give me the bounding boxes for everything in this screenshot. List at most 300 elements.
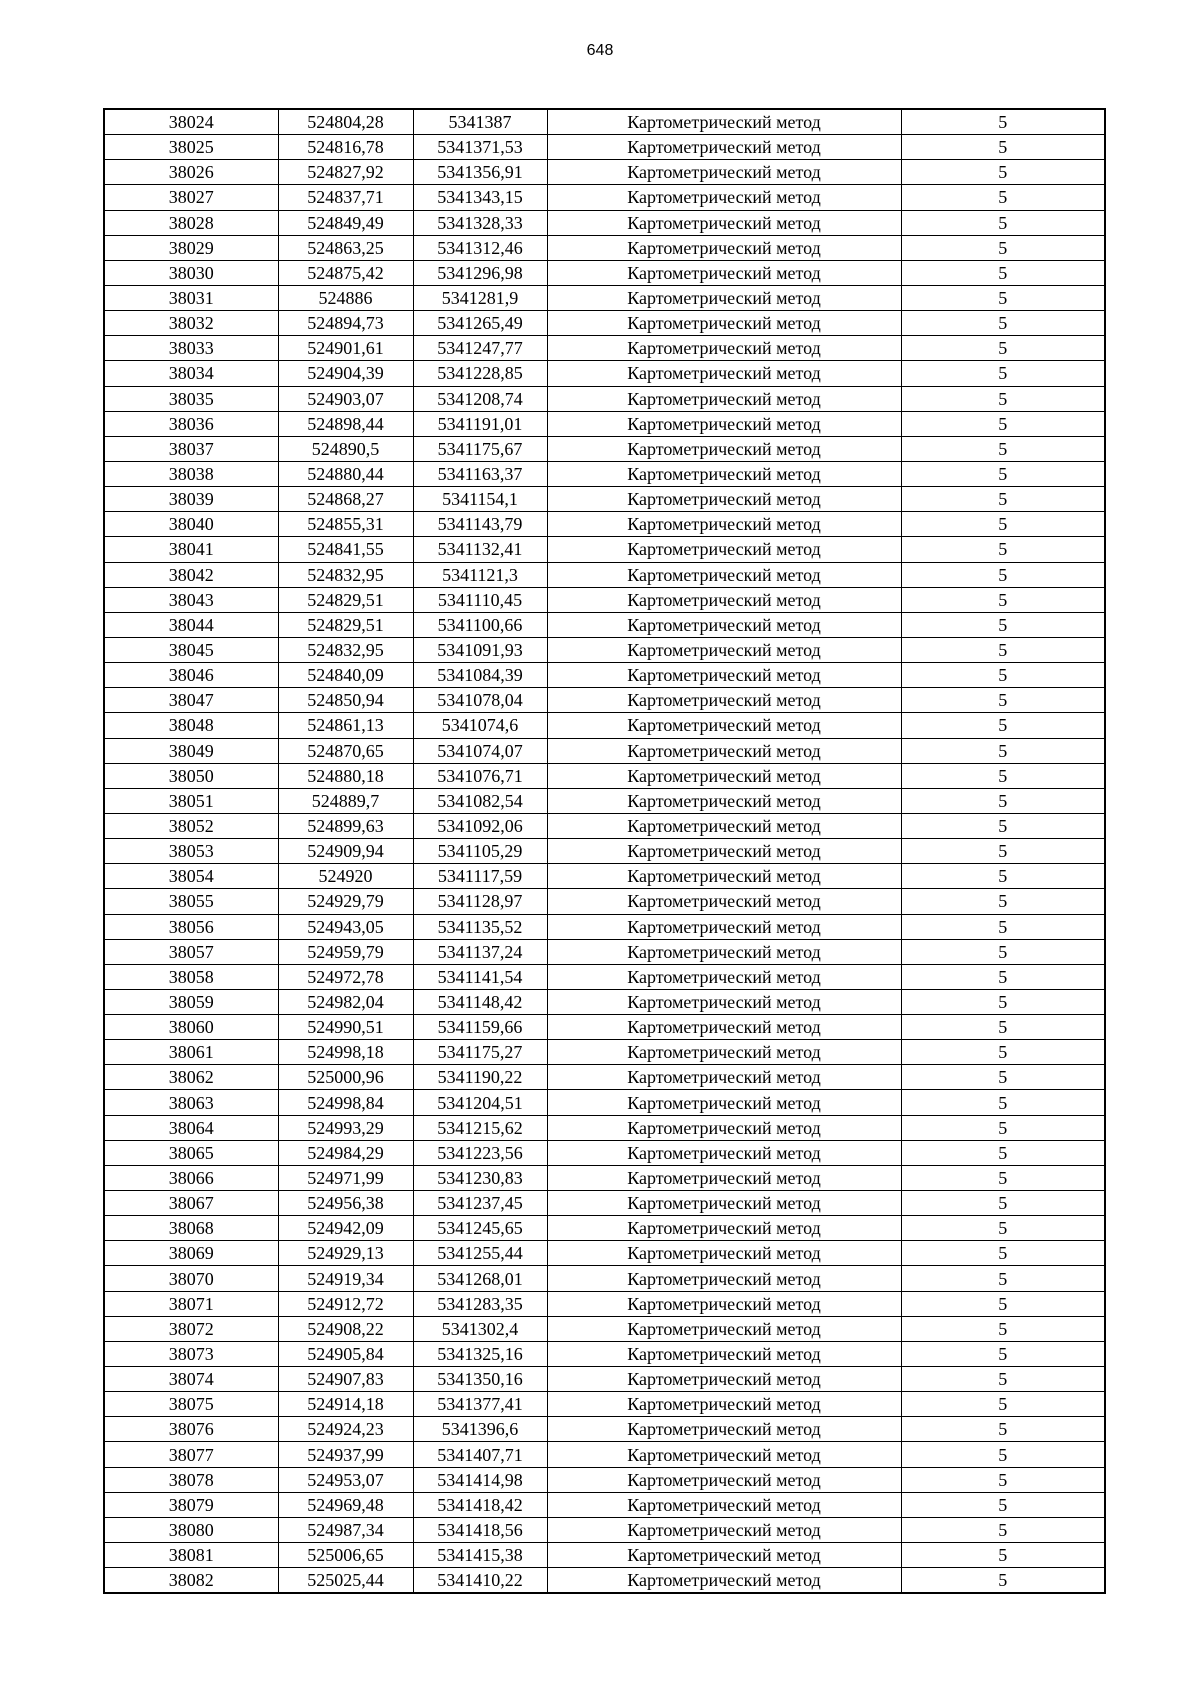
y-coordinate-cell: 5341092,06 bbox=[413, 813, 547, 838]
accuracy-cell: 5 bbox=[901, 1517, 1105, 1542]
accuracy-cell: 5 bbox=[901, 839, 1105, 864]
table-row bbox=[104, 914, 1105, 939]
point-number-cell: 38040 bbox=[104, 512, 278, 537]
method-cell: Картометрический метод bbox=[547, 964, 901, 989]
y-coordinate-cell: 5341175,67 bbox=[413, 436, 547, 461]
method-cell: Картометрический метод bbox=[547, 612, 901, 637]
point-number-cell: 38039 bbox=[104, 487, 278, 512]
y-coordinate-cell: 5341105,29 bbox=[413, 839, 547, 864]
method-cell: Картометрический метод bbox=[547, 1568, 901, 1594]
y-coordinate-cell: 5341191,01 bbox=[413, 411, 547, 436]
table-row bbox=[104, 738, 1105, 763]
method-cell: Картометрический метод bbox=[547, 688, 901, 713]
method-cell: Картометрический метод bbox=[547, 1266, 901, 1291]
method-cell: Картометрический метод bbox=[547, 1316, 901, 1341]
table-row bbox=[104, 688, 1105, 713]
y-coordinate-cell: 5341163,37 bbox=[413, 461, 547, 486]
coordinates-table bbox=[103, 108, 1106, 1594]
method-cell: Картометрический метод bbox=[547, 109, 901, 135]
y-coordinate-cell: 5341414,98 bbox=[413, 1467, 547, 1492]
table-row bbox=[104, 1090, 1105, 1115]
y-coordinate-cell: 5341418,56 bbox=[413, 1517, 547, 1542]
y-coordinate-cell: 5341230,83 bbox=[413, 1165, 547, 1190]
y-coordinate-cell: 5341223,56 bbox=[413, 1140, 547, 1165]
point-number-cell: 38056 bbox=[104, 914, 278, 939]
x-coordinate-cell: 524942,09 bbox=[278, 1216, 413, 1241]
point-number-cell: 38030 bbox=[104, 260, 278, 285]
table-row bbox=[104, 1341, 1105, 1366]
x-coordinate-cell: 525025,44 bbox=[278, 1568, 413, 1594]
method-cell: Картометрический метод bbox=[547, 336, 901, 361]
method-cell: Картометрический метод bbox=[547, 864, 901, 889]
accuracy-cell: 5 bbox=[901, 587, 1105, 612]
point-number-cell: 38074 bbox=[104, 1367, 278, 1392]
x-coordinate-cell: 524984,29 bbox=[278, 1140, 413, 1165]
point-number-cell: 38031 bbox=[104, 285, 278, 310]
method-cell: Картометрический метод bbox=[547, 738, 901, 763]
x-coordinate-cell: 524969,48 bbox=[278, 1492, 413, 1517]
accuracy-cell: 5 bbox=[901, 1417, 1105, 1442]
accuracy-cell: 5 bbox=[901, 637, 1105, 662]
x-coordinate-cell: 524956,38 bbox=[278, 1191, 413, 1216]
method-cell: Картометрический метод bbox=[547, 1015, 901, 1040]
accuracy-cell: 5 bbox=[901, 989, 1105, 1014]
x-coordinate-cell: 525006,65 bbox=[278, 1543, 413, 1568]
point-number-cell: 38082 bbox=[104, 1568, 278, 1594]
method-cell: Картометрический метод bbox=[547, 1543, 901, 1568]
accuracy-cell: 5 bbox=[901, 135, 1105, 160]
x-coordinate-cell: 525000,96 bbox=[278, 1065, 413, 1090]
y-coordinate-cell: 5341208,74 bbox=[413, 386, 547, 411]
accuracy-cell: 5 bbox=[901, 1241, 1105, 1266]
method-cell: Картометрический метод bbox=[547, 210, 901, 235]
accuracy-cell: 5 bbox=[901, 562, 1105, 587]
x-coordinate-cell: 524880,18 bbox=[278, 763, 413, 788]
point-number-cell: 38035 bbox=[104, 386, 278, 411]
point-number-cell: 38036 bbox=[104, 411, 278, 436]
y-coordinate-cell: 5341283,35 bbox=[413, 1291, 547, 1316]
method-cell: Картометрический метод bbox=[547, 1241, 901, 1266]
y-coordinate-cell: 5341350,16 bbox=[413, 1367, 547, 1392]
y-coordinate-cell: 5341215,62 bbox=[413, 1115, 547, 1140]
accuracy-cell: 5 bbox=[901, 939, 1105, 964]
y-coordinate-cell: 5341407,71 bbox=[413, 1442, 547, 1467]
y-coordinate-cell: 5341312,46 bbox=[413, 235, 547, 260]
point-number-cell: 38064 bbox=[104, 1115, 278, 1140]
accuracy-cell: 5 bbox=[901, 1492, 1105, 1517]
point-number-cell: 38050 bbox=[104, 763, 278, 788]
table-row bbox=[104, 1467, 1105, 1492]
table-row bbox=[104, 185, 1105, 210]
x-coordinate-cell: 524982,04 bbox=[278, 989, 413, 1014]
accuracy-cell: 5 bbox=[901, 612, 1105, 637]
point-number-cell: 38057 bbox=[104, 939, 278, 964]
method-cell: Картометрический метод bbox=[547, 1090, 901, 1115]
x-coordinate-cell: 524953,07 bbox=[278, 1467, 413, 1492]
accuracy-cell: 5 bbox=[901, 864, 1105, 889]
table-row bbox=[104, 939, 1105, 964]
point-number-cell: 38054 bbox=[104, 864, 278, 889]
accuracy-cell: 5 bbox=[901, 386, 1105, 411]
point-number-cell: 38065 bbox=[104, 1140, 278, 1165]
x-coordinate-cell: 524850,94 bbox=[278, 688, 413, 713]
table-row bbox=[104, 1543, 1105, 1568]
x-coordinate-cell: 524890,5 bbox=[278, 436, 413, 461]
x-coordinate-cell: 524870,65 bbox=[278, 738, 413, 763]
point-number-cell: 38071 bbox=[104, 1291, 278, 1316]
accuracy-cell: 5 bbox=[901, 311, 1105, 336]
point-number-cell: 38045 bbox=[104, 637, 278, 662]
point-number-cell: 38068 bbox=[104, 1216, 278, 1241]
method-cell: Картометрический метод bbox=[547, 361, 901, 386]
table-row bbox=[104, 109, 1105, 135]
method-cell: Картометрический метод bbox=[547, 1417, 901, 1442]
method-cell: Картометрический метод bbox=[547, 763, 901, 788]
point-number-cell: 38028 bbox=[104, 210, 278, 235]
x-coordinate-cell: 524998,84 bbox=[278, 1090, 413, 1115]
y-coordinate-cell: 5341117,59 bbox=[413, 864, 547, 889]
table-row bbox=[104, 1040, 1105, 1065]
y-coordinate-cell: 5341078,04 bbox=[413, 688, 547, 713]
x-coordinate-cell: 524832,95 bbox=[278, 562, 413, 587]
table-row bbox=[104, 487, 1105, 512]
table-row bbox=[104, 361, 1105, 386]
point-number-cell: 38029 bbox=[104, 235, 278, 260]
y-coordinate-cell: 5341410,22 bbox=[413, 1568, 547, 1594]
y-coordinate-cell: 5341204,51 bbox=[413, 1090, 547, 1115]
table-row bbox=[104, 637, 1105, 662]
x-coordinate-cell: 524929,79 bbox=[278, 889, 413, 914]
method-cell: Картометрический метод bbox=[547, 285, 901, 310]
method-cell: Картометрический метод bbox=[547, 160, 901, 185]
accuracy-cell: 5 bbox=[901, 512, 1105, 537]
x-coordinate-cell: 524971,99 bbox=[278, 1165, 413, 1190]
y-coordinate-cell: 5341356,91 bbox=[413, 160, 547, 185]
accuracy-cell: 5 bbox=[901, 1568, 1105, 1594]
accuracy-cell: 5 bbox=[901, 487, 1105, 512]
x-coordinate-cell: 524889,7 bbox=[278, 788, 413, 813]
table-row bbox=[104, 1191, 1105, 1216]
table-row bbox=[104, 1492, 1105, 1517]
x-coordinate-cell: 524903,07 bbox=[278, 386, 413, 411]
table-row bbox=[104, 336, 1105, 361]
point-number-cell: 38026 bbox=[104, 160, 278, 185]
accuracy-cell: 5 bbox=[901, 889, 1105, 914]
x-coordinate-cell: 524863,25 bbox=[278, 235, 413, 260]
method-cell: Картометрический метод bbox=[547, 1367, 901, 1392]
accuracy-cell: 5 bbox=[901, 1291, 1105, 1316]
point-number-cell: 38032 bbox=[104, 311, 278, 336]
y-coordinate-cell: 5341228,85 bbox=[413, 361, 547, 386]
y-coordinate-cell: 5341265,49 bbox=[413, 311, 547, 336]
method-cell: Картометрический метод bbox=[547, 1191, 901, 1216]
x-coordinate-cell: 524907,83 bbox=[278, 1367, 413, 1392]
y-coordinate-cell: 5341159,66 bbox=[413, 1015, 547, 1040]
point-number-cell: 38059 bbox=[104, 989, 278, 1014]
y-coordinate-cell: 5341091,93 bbox=[413, 637, 547, 662]
table-row bbox=[104, 713, 1105, 738]
x-coordinate-cell: 524924,23 bbox=[278, 1417, 413, 1442]
table-row bbox=[104, 160, 1105, 185]
point-number-cell: 38044 bbox=[104, 612, 278, 637]
table-row bbox=[104, 260, 1105, 285]
point-number-cell: 38080 bbox=[104, 1517, 278, 1542]
y-coordinate-cell: 5341325,16 bbox=[413, 1341, 547, 1366]
point-number-cell: 38075 bbox=[104, 1392, 278, 1417]
method-cell: Картометрический метод bbox=[547, 587, 901, 612]
y-coordinate-cell: 5341328,33 bbox=[413, 210, 547, 235]
y-coordinate-cell: 5341237,45 bbox=[413, 1191, 547, 1216]
method-cell: Картометрический метод bbox=[547, 512, 901, 537]
table-row bbox=[104, 587, 1105, 612]
table-row bbox=[104, 1266, 1105, 1291]
table-row bbox=[104, 889, 1105, 914]
table-row bbox=[104, 1568, 1105, 1594]
accuracy-cell: 5 bbox=[901, 1316, 1105, 1341]
table-row bbox=[104, 311, 1105, 336]
y-coordinate-cell: 5341141,54 bbox=[413, 964, 547, 989]
y-coordinate-cell: 5341143,79 bbox=[413, 512, 547, 537]
table-row bbox=[104, 1291, 1105, 1316]
y-coordinate-cell: 5341190,22 bbox=[413, 1065, 547, 1090]
accuracy-cell: 5 bbox=[901, 537, 1105, 562]
accuracy-cell: 5 bbox=[901, 461, 1105, 486]
y-coordinate-cell: 5341074,07 bbox=[413, 738, 547, 763]
table-row bbox=[104, 512, 1105, 537]
x-coordinate-cell: 524998,18 bbox=[278, 1040, 413, 1065]
x-coordinate-cell: 524868,27 bbox=[278, 487, 413, 512]
x-coordinate-cell: 524909,94 bbox=[278, 839, 413, 864]
accuracy-cell: 5 bbox=[901, 109, 1105, 135]
accuracy-cell: 5 bbox=[901, 1165, 1105, 1190]
x-coordinate-cell: 524829,51 bbox=[278, 587, 413, 612]
accuracy-cell: 5 bbox=[901, 185, 1105, 210]
method-cell: Картометрический метод bbox=[547, 1492, 901, 1517]
method-cell: Картометрический метод bbox=[547, 713, 901, 738]
accuracy-cell: 5 bbox=[901, 1015, 1105, 1040]
point-number-cell: 38042 bbox=[104, 562, 278, 587]
table-row bbox=[104, 386, 1105, 411]
method-cell: Картометрический метод bbox=[547, 1341, 901, 1366]
method-cell: Картометрический метод bbox=[547, 1216, 901, 1241]
accuracy-cell: 5 bbox=[901, 1392, 1105, 1417]
accuracy-cell: 5 bbox=[901, 160, 1105, 185]
table-row bbox=[104, 210, 1105, 235]
x-coordinate-cell: 524829,51 bbox=[278, 612, 413, 637]
x-coordinate-cell: 524849,49 bbox=[278, 210, 413, 235]
x-coordinate-cell: 524804,28 bbox=[278, 109, 413, 135]
accuracy-cell: 5 bbox=[901, 1341, 1105, 1366]
y-coordinate-cell: 5341302,4 bbox=[413, 1316, 547, 1341]
y-coordinate-cell: 5341148,42 bbox=[413, 989, 547, 1014]
accuracy-cell: 5 bbox=[901, 713, 1105, 738]
point-number-cell: 38073 bbox=[104, 1341, 278, 1366]
table-row bbox=[104, 1140, 1105, 1165]
point-number-cell: 38033 bbox=[104, 336, 278, 361]
x-coordinate-cell: 524899,63 bbox=[278, 813, 413, 838]
x-coordinate-cell: 524929,13 bbox=[278, 1241, 413, 1266]
x-coordinate-cell: 524832,95 bbox=[278, 637, 413, 662]
point-number-cell: 38070 bbox=[104, 1266, 278, 1291]
accuracy-cell: 5 bbox=[901, 1442, 1105, 1467]
accuracy-cell: 5 bbox=[901, 763, 1105, 788]
y-coordinate-cell: 5341268,01 bbox=[413, 1266, 547, 1291]
y-coordinate-cell: 5341281,9 bbox=[413, 285, 547, 310]
accuracy-cell: 5 bbox=[901, 1216, 1105, 1241]
accuracy-cell: 5 bbox=[901, 964, 1105, 989]
y-coordinate-cell: 5341132,41 bbox=[413, 537, 547, 562]
point-number-cell: 38049 bbox=[104, 738, 278, 763]
table-row bbox=[104, 788, 1105, 813]
y-coordinate-cell: 5341343,15 bbox=[413, 185, 547, 210]
point-number-cell: 38048 bbox=[104, 713, 278, 738]
point-number-cell: 38037 bbox=[104, 436, 278, 461]
accuracy-cell: 5 bbox=[901, 1543, 1105, 1568]
accuracy-cell: 5 bbox=[901, 285, 1105, 310]
point-number-cell: 38038 bbox=[104, 461, 278, 486]
x-coordinate-cell: 524886 bbox=[278, 285, 413, 310]
point-number-cell: 38072 bbox=[104, 1316, 278, 1341]
point-number-cell: 38061 bbox=[104, 1040, 278, 1065]
x-coordinate-cell: 524943,05 bbox=[278, 914, 413, 939]
accuracy-cell: 5 bbox=[901, 260, 1105, 285]
coordinates-table-body bbox=[104, 109, 1105, 1593]
y-coordinate-cell: 5341074,6 bbox=[413, 713, 547, 738]
point-number-cell: 38081 bbox=[104, 1543, 278, 1568]
y-coordinate-cell: 5341396,6 bbox=[413, 1417, 547, 1442]
accuracy-cell: 5 bbox=[901, 361, 1105, 386]
method-cell: Картометрический метод bbox=[547, 487, 901, 512]
table-row bbox=[104, 285, 1105, 310]
x-coordinate-cell: 524919,34 bbox=[278, 1266, 413, 1291]
method-cell: Картометрический метод bbox=[547, 889, 901, 914]
accuracy-cell: 5 bbox=[901, 1266, 1105, 1291]
table-row bbox=[104, 612, 1105, 637]
method-cell: Картометрический метод bbox=[547, 411, 901, 436]
x-coordinate-cell: 524827,92 bbox=[278, 160, 413, 185]
y-coordinate-cell: 5341137,24 bbox=[413, 939, 547, 964]
x-coordinate-cell: 524894,73 bbox=[278, 311, 413, 336]
x-coordinate-cell: 524959,79 bbox=[278, 939, 413, 964]
accuracy-cell: 5 bbox=[901, 813, 1105, 838]
table-row bbox=[104, 763, 1105, 788]
y-coordinate-cell: 5341296,98 bbox=[413, 260, 547, 285]
accuracy-cell: 5 bbox=[901, 1467, 1105, 1492]
x-coordinate-cell: 524837,71 bbox=[278, 185, 413, 210]
point-number-cell: 38046 bbox=[104, 663, 278, 688]
accuracy-cell: 5 bbox=[901, 1090, 1105, 1115]
x-coordinate-cell: 524993,29 bbox=[278, 1115, 413, 1140]
point-number-cell: 38055 bbox=[104, 889, 278, 914]
y-coordinate-cell: 5341076,71 bbox=[413, 763, 547, 788]
y-coordinate-cell: 5341175,27 bbox=[413, 1040, 547, 1065]
point-number-cell: 38079 bbox=[104, 1492, 278, 1517]
point-number-cell: 38076 bbox=[104, 1417, 278, 1442]
method-cell: Картометрический метод bbox=[547, 461, 901, 486]
method-cell: Картометрический метод bbox=[547, 1115, 901, 1140]
y-coordinate-cell: 5341110,45 bbox=[413, 587, 547, 612]
x-coordinate-cell: 524840,09 bbox=[278, 663, 413, 688]
accuracy-cell: 5 bbox=[901, 336, 1105, 361]
point-number-cell: 38060 bbox=[104, 1015, 278, 1040]
table-row bbox=[104, 1417, 1105, 1442]
y-coordinate-cell: 5341415,38 bbox=[413, 1543, 547, 1568]
method-cell: Картометрический метод bbox=[547, 663, 901, 688]
y-coordinate-cell: 5341247,77 bbox=[413, 336, 547, 361]
method-cell: Картометрический метод bbox=[547, 386, 901, 411]
method-cell: Картометрический метод bbox=[547, 1065, 901, 1090]
accuracy-cell: 5 bbox=[901, 436, 1105, 461]
point-number-cell: 38027 bbox=[104, 185, 278, 210]
point-number-cell: 38053 bbox=[104, 839, 278, 864]
accuracy-cell: 5 bbox=[901, 1115, 1105, 1140]
x-coordinate-cell: 524905,84 bbox=[278, 1341, 413, 1366]
accuracy-cell: 5 bbox=[901, 411, 1105, 436]
accuracy-cell: 5 bbox=[901, 914, 1105, 939]
x-coordinate-cell: 524987,34 bbox=[278, 1517, 413, 1542]
method-cell: Картометрический метод bbox=[547, 1291, 901, 1316]
x-coordinate-cell: 524920 bbox=[278, 864, 413, 889]
y-coordinate-cell: 5341135,52 bbox=[413, 914, 547, 939]
table-row bbox=[104, 663, 1105, 688]
table-row bbox=[104, 1015, 1105, 1040]
point-number-cell: 38067 bbox=[104, 1191, 278, 1216]
x-coordinate-cell: 524912,72 bbox=[278, 1291, 413, 1316]
point-number-cell: 38024 bbox=[104, 109, 278, 135]
x-coordinate-cell: 524972,78 bbox=[278, 964, 413, 989]
method-cell: Картометрический метод bbox=[547, 185, 901, 210]
table-row bbox=[104, 537, 1105, 562]
x-coordinate-cell: 524908,22 bbox=[278, 1316, 413, 1341]
accuracy-cell: 5 bbox=[901, 663, 1105, 688]
method-cell: Картометрический метод bbox=[547, 537, 901, 562]
method-cell: Картометрический метод bbox=[547, 235, 901, 260]
method-cell: Картометрический метод bbox=[547, 813, 901, 838]
method-cell: Картометрический метод bbox=[547, 1442, 901, 1467]
y-coordinate-cell: 5341084,39 bbox=[413, 663, 547, 688]
point-number-cell: 38051 bbox=[104, 788, 278, 813]
x-coordinate-cell: 524816,78 bbox=[278, 135, 413, 160]
accuracy-cell: 5 bbox=[901, 1367, 1105, 1392]
table-row bbox=[104, 411, 1105, 436]
accuracy-cell: 5 bbox=[901, 688, 1105, 713]
y-coordinate-cell: 5341128,97 bbox=[413, 889, 547, 914]
y-coordinate-cell: 5341245,65 bbox=[413, 1216, 547, 1241]
method-cell: Картометрический метод bbox=[547, 914, 901, 939]
method-cell: Картометрический метод bbox=[547, 637, 901, 662]
point-number-cell: 38062 bbox=[104, 1065, 278, 1090]
table-row bbox=[104, 135, 1105, 160]
x-coordinate-cell: 524914,18 bbox=[278, 1392, 413, 1417]
method-cell: Картометрический метод bbox=[547, 989, 901, 1014]
accuracy-cell: 5 bbox=[901, 1140, 1105, 1165]
point-number-cell: 38041 bbox=[104, 537, 278, 562]
y-coordinate-cell: 5341100,66 bbox=[413, 612, 547, 637]
point-number-cell: 38047 bbox=[104, 688, 278, 713]
table-row bbox=[104, 1165, 1105, 1190]
method-cell: Картометрический метод bbox=[547, 939, 901, 964]
table-row bbox=[104, 839, 1105, 864]
point-number-cell: 38034 bbox=[104, 361, 278, 386]
point-number-cell: 38069 bbox=[104, 1241, 278, 1266]
method-cell: Картометрический метод bbox=[547, 1040, 901, 1065]
method-cell: Картометрический метод bbox=[547, 135, 901, 160]
x-coordinate-cell: 524841,55 bbox=[278, 537, 413, 562]
table-row bbox=[104, 562, 1105, 587]
y-coordinate-cell: 5341387 bbox=[413, 109, 547, 135]
y-coordinate-cell: 5341377,41 bbox=[413, 1392, 547, 1417]
y-coordinate-cell: 5341418,42 bbox=[413, 1492, 547, 1517]
